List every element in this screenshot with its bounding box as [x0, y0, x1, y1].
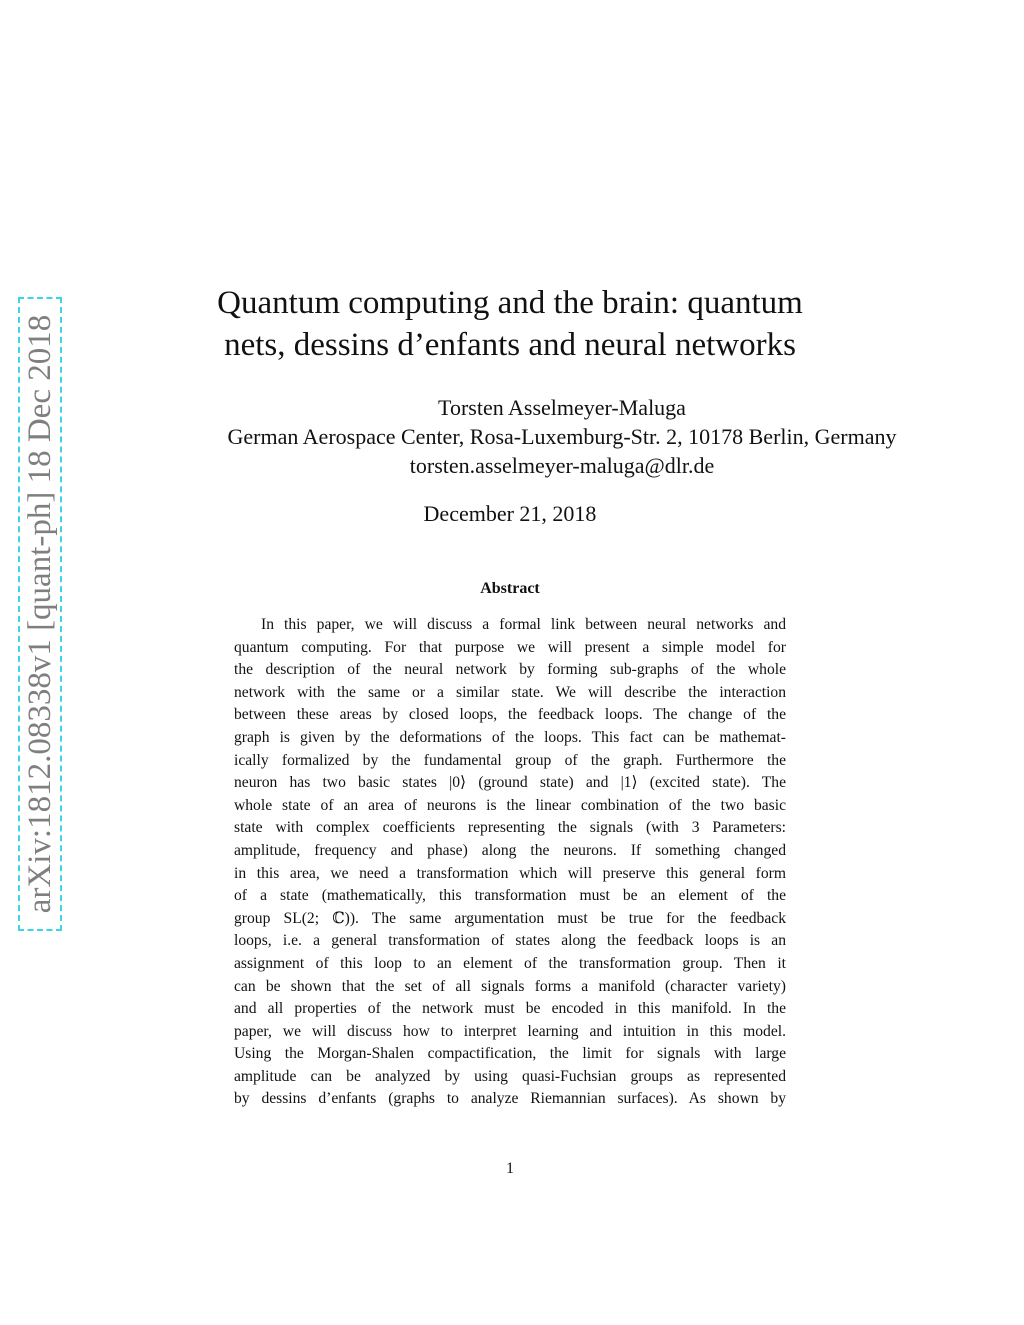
abstract-line: Using the Morgan-Shalen compactification, the limit for signals with large	[234, 1045, 786, 1063]
abstract-line: between these areas by closed loops, the feedback loops. The change of the	[234, 706, 786, 724]
arxiv-identifier: arXiv:1812.08338v1 [quant-ph] 18 Dec 2018	[22, 314, 58, 914]
abstract-line: state with complex coefficients representing the signals (with 3 Parameters:	[234, 819, 786, 837]
abstract-line: in this area, we need a transformation which will preserve this general form	[234, 864, 786, 882]
abstract-body	[234, 614, 786, 1111]
author-block	[150, 393, 974, 480]
abstract-line: whole state of an area of neurons is the linear combination of the two basic	[234, 796, 786, 814]
abstract-line: In this paper, we will discuss a formal link between neural networks and	[261, 616, 786, 633]
abstract-line: neuron has two basic states |0⟩ (ground state) and |1⟩ (excited state). The	[234, 774, 786, 792]
abstract-line: can be shown that the set of all signals forms a manifold (character variety)	[234, 977, 786, 995]
author-name: Torsten Asselmeyer-Maluga	[438, 395, 686, 420]
abstract-line: and all properties of the network must be encoded in this manifold. In the	[234, 1000, 786, 1018]
abstract-line: ically formalized by the fundamental group of the graph. Furthermore the	[234, 751, 786, 769]
abstract-line: amplitude, frequency and phase) along the neurons. If something changed	[234, 841, 786, 859]
author-email: torsten.asselmeyer-maluga@dlr.de	[409, 453, 715, 478]
abstract-line: loops, i.e. a general transformation of states along the feedback loops is an	[234, 932, 786, 950]
paper-title	[180, 282, 840, 366]
abstract-line: quantum computing. For that purpose we will present a simple model for	[234, 638, 786, 656]
title-line: Quantum computing and the brain: quantum	[217, 285, 803, 321]
author-affiliation: German Aerospace Center, Rosa-Luxemburg-Str. 2, 10178 Berlin, Germany	[227, 424, 897, 449]
paper-date: December 21, 2018	[423, 501, 597, 526]
abstract-line: graph is given by the deformations of the loops. This fact can be mathemat-	[234, 728, 786, 746]
abstract-line: of a state (mathematically, this transformation must be an element of the	[234, 887, 786, 905]
abstract-heading: Abstract	[480, 580, 540, 597]
abstract-line: by dessins d’enfants (graphs to analyze Riemannian surfaces). As shown by	[234, 1090, 786, 1108]
page-number: 1	[506, 1160, 514, 1177]
abstract-line: assignment of this loop to an element of the transformation group. Then it	[234, 954, 786, 972]
abstract-line: group SL(2; ℂ)). The same argumentation must be true for the feedback	[234, 909, 786, 927]
abstract-line: the description of the neural network by forming sub-graphs of the whole	[234, 661, 786, 679]
abstract-line: amplitude can be analyzed by using quasi-Fuchsian groups as represented	[234, 1067, 786, 1085]
abstract-line: paper, we will discuss how to interpret learning and intuition in this model.	[234, 1022, 786, 1040]
title-line: nets, dessins d’enfants and neural networks	[224, 327, 796, 363]
abstract-line: network with the same or a similar state. We will describe the interaction	[234, 683, 786, 701]
